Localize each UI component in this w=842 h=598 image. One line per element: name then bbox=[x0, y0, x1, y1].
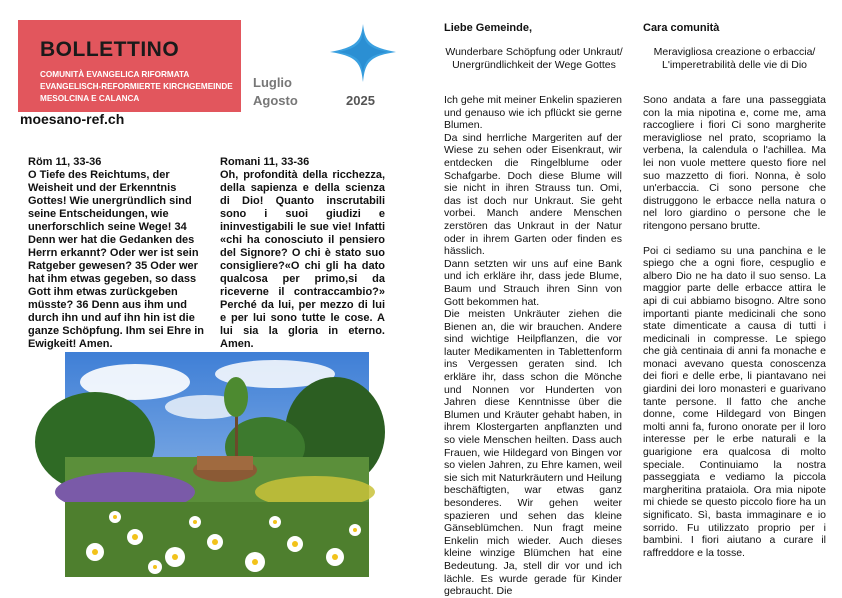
paragraph: Ich gehe mit meiner Enkelin spazieren und genauso wie ich pflückt sie gerne Blumen. bbox=[444, 94, 623, 132]
masthead-title: BOLLETTINO bbox=[40, 38, 180, 61]
paragraph: Die meisten Unkräuter ziehen die Bienen an, die wir brauchen. Andere sind wichtige Heilpflanzen, die vor lauter Medikamenten in Tablettenform ins Vergessen geraten sind. Ich erkläre ihr, dass schon die Mönche und Nonnen vor Hunderten von Jahren diese Kenntnisse über die Blumen und Kräuter gehabt haben, in ihrem Klostergarten anpflanzten und so viele Menschen heilten. Dass auch Frauen, wie Hildegard von Bingen vor so vielen Jahren, zu Ehre kamen, weil sie sich mit Naturkräutern und Heilung beschäftigten, war etwas ganz besonderes. Wir gehen weiter spazieren und sehen das kleine Gänseblümchen. Nun fragt meine Enkelin mich wieder. Auch dieses kleine winzige Blümchen hat eine Bedeutung. Ja, stell dir vor und ich lächle. Es wurde gerade für Kinder gebraucht. Die bbox=[444, 308, 622, 598]
masthead-subtitle-line: EVANGELISCH-REFORMIERTE KIRCHGEMEINDE bbox=[40, 82, 233, 91]
paragraph: Dann setzten wir uns auf eine Bank und ich erkläre ihr, dass jede Blume, Baum und Strauch ihren Sinn von Gott bekommen hat. bbox=[444, 257, 622, 308]
masthead-subtitle-line: MESOLCINA E CALANCA bbox=[40, 94, 140, 103]
issue-year: 2025 bbox=[346, 93, 375, 108]
paragraph: Sono andata a fare una passeggiata con la mia nipotina e, come me, ama raccogliere i fiori Ci sono margherite meravigliose nel prato, scopriamo la verbena, la calendula o l'achillea. Ma lei non vuole mettere questo fiore nel suo mazzetto di fiori. Nonna, è solo un'erbaccia. Ci sono persone che distruggono le erbacce nella natura o nel loro giardino o persone che le ritengono persano brutte. bbox=[643, 94, 826, 232]
issue-month-2: Agosto bbox=[253, 93, 298, 108]
bible-text: O Tiefe des Reichtums, der Weisheit und der Erkenntnis Gottes! Wie unergründlich sind seine Entscheidungen, wie unerforschlich seine Wege! 34 Denn wer hat die Gedanken des Herrn erkannt? Oder wer ist sein Ratgeber gewesen? 35 Oder wer hat ihm etwas gegeben, so dass Gott ihm etwas zurückgeben müsste? 36 Denn aus ihm und durch ihn und auf ihn hin ist die ganze Schöpfung. Ihm sei Ehre in Ewigkeit! Amen. bbox=[28, 169, 205, 350]
website-link[interactable]: moesano-ref.ch bbox=[20, 111, 125, 127]
bible-text: Oh, profondità della ricchezza, della sapienza e della scienza di Dio! Quanto inscrutabili sono i suoi giudizi e ininvestigabili le sue vie! Infatti «chi ha conosciuto il pensiero del Signore? O chi è stato suo consigliere?«O chi gli ha dato qualcosa per primo,si da riceverne il contraccambio?» Perché da lui, per mezzo di lui e per lui sono tutte le cose. A lui sia la gloria in eterno. Amen. bbox=[220, 169, 385, 350]
garden-photo bbox=[65, 352, 369, 577]
bible-reference: Röm 11, 33-36 bbox=[28, 156, 102, 168]
article-body-italian bbox=[643, 94, 826, 584]
bible-verse-german bbox=[28, 156, 208, 351]
bible-reference: Romani 11, 33-36 bbox=[220, 156, 310, 168]
greeting-italian: Cara comunità bbox=[643, 22, 720, 34]
masthead-subtitle-line: COMUNITÀ EVANGELICA RIFORMATA bbox=[40, 70, 190, 79]
article-body-german bbox=[444, 94, 623, 598]
article-title-german: Wunderbare Schöpfung oder Unkraut/ Unergründlichkeit der Wege Gottes bbox=[445, 46, 623, 71]
greeting-german: Liebe Gemeinde, bbox=[444, 22, 533, 34]
masthead-subtitle bbox=[40, 69, 240, 105]
church-logo-icon bbox=[328, 22, 398, 84]
issue-month-1: Luglio bbox=[253, 75, 292, 90]
paragraph: Da sind herrliche Margeriten auf der Wiese zu sehen oder Eisenkraut, wir entdecken die Ringelblume oder Schafgarbe. Doch diese Blume will sie nicht in ihren Strauss tun. Omi, das ist doch nur Unkraut. Sie geht vorbei. Manch andere Menschen zerstören das Unkraut in der Natur oder in ihrem Garten oder finden es hässlich. bbox=[444, 131, 622, 258]
article-title-italian: Meravigliosa creazione o erbaccia/ L'imperetrabilità delle vie di Dio bbox=[653, 46, 816, 71]
bible-verse-italian bbox=[220, 156, 385, 351]
paragraph: Poi ci sediamo su una panchina e le spiego che a ogni fiore, cespuglio e albero Dio ne ha dato il suo senso. La maggior parte delle erbacce attira le api di cui abbiamo bisogno. Altre sono importanti piante medicinali che sono state dimenticate a causa di tutti i medicinali in compresse. Le spiego che già centinaia di anni fa monache e monaci avevano questa conoscenza dei fiori e delle erbe, li piantavano nei giardini dei loro monasteri e guarivano tante persone. Il fatto che anche donne, come Hildegard von Bingen molti anni fa, furono onorate per il loro interesse per le erbe naturali e la guarigione era qualcosa di molto speciale. Continuiamo la nostra passeggiata e vediamo la piccola margheritina prataiola. Ora mia nipote mi chiede se questo piccolo fiore ha un significato. Sì, basta immaginare e io sorrido. Fu utilizzato proprio per i bambini. I fiori aiutano a curare il raffreddore e la tosse. bbox=[643, 244, 826, 559]
